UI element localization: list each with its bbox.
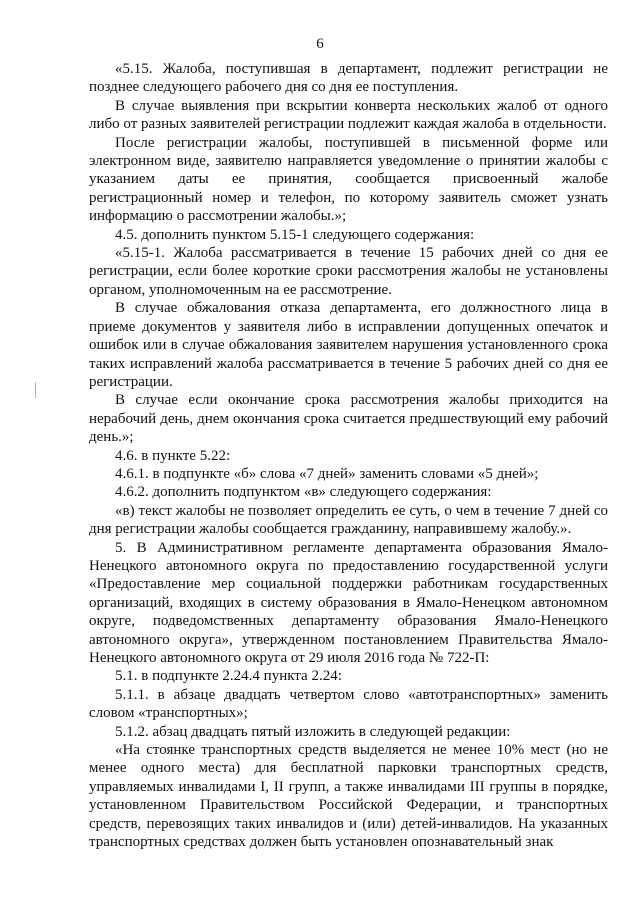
paragraph-5-1-1: 5.1.1. в абзаце двадцать четвертом слово «автотранспортных» заменить словом «транспортных»; — [89, 686, 608, 722]
paragraph-4-6-1: 4.6.1. в подпункте «б» слова «7 дней» заменить словами «5 дней»; — [115, 465, 539, 482]
paragraph-5-15-1: «5.15-1. Жалоба рассматривается в течение 15 рабочих дней со дня ее регистрации, если более короткие сроки рассмотрения жалобы не установлены органом, уполномоченным на ее рассмотрение. — [89, 245, 608, 298]
page-number: 6 — [316, 36, 324, 52]
scan-artifact — [35, 382, 36, 398]
paragraph-nonworking-day: В случае если окончание срока рассмотрения жалобы приходится на нерабочий день, днем окончания срока считается предшествующий ему рабочий день.»; — [89, 392, 608, 446]
paragraph-4-5: 4.5. дополнить пунктом 5.15-1 следующего содержания: — [115, 226, 475, 243]
paragraph-refusal-appeal: В случае обжалования отказа департамента, его должностного лица в приеме документов у заявителя либо в исправлении допущенных опечаток и ошибок или в случае обжалования заявителем нарушения установленного срока таких исправлений жалоба рассматривается в течение 5 рабочих дней со дня ее регистрации. — [89, 300, 608, 390]
paragraph-5-1-2: 5.1.2. абзац двадцать пятый изложить в следующей редакции: — [115, 723, 511, 740]
paragraph-5-1: 5.1. в подпункте 2.24.4 пункта 2.24: — [115, 668, 342, 685]
paragraph-4-6-2: 4.6.2. дополнить подпунктом «в» следующего содержания: — [115, 484, 492, 501]
paragraph-5-15: «5.15. Жалоба, поступившая в департамент, подлежит регистрации не позднее следующего рабочего дня со дня ее поступления. — [89, 61, 608, 96]
paragraph-registration-notice: После регистрации жалобы, поступившей в письменной форме или электронном виде, заявителю направляется уведомление о принятии жалобы с указанием даты ее принятия, сообщается присвоенный жалобе регистрационный номер и телефон, по которому заявитель сможет узнать информацию о рассмотрении жалобы.»; — [89, 134, 608, 225]
paragraph-parking: «На стоянке транспортных средств выделяется не менее 10% мест (но не менее одного места) для бесплатной парковки транспортных средств, управляемых инвалидами I, II групп, а также инвалидами III группы в порядке, установленном Правительством Российской Федерации, и транспортных средств, перевозящих таких инвалидов и (или) детей-инвалидов. На указанных транспортных средствах должен быть установлен опознавательный знак — [89, 742, 608, 851]
paragraph-5: 5. В Административном регламенте департамента образования Ямало-Ненецкого автономного округа по предоставлению государственной услуги «Предоставление мер социальной поддержки работникам государственных организаций, входящих в систему образования в Ямало-Ненецком автономном округе, подведомственных департаменту образования Ямало-Ненецкого автономного округа», утвержденном постановлением Правительства Ямало-Ненецкого автономного округа от 29 июля 2016 года № 722-П: — [89, 539, 608, 666]
document-body — [89, 60, 608, 851]
paragraph-subpoint-v: «в) текст жалобы не позволяет определить ее суть, о чем в течение 7 дней со дня регистрации жалобы сообщается гражданину, направившему жалобу.». — [89, 502, 608, 538]
paragraph-4-6: 4.6. в пункте 5.22: — [115, 447, 231, 464]
paragraph-several-complaints: В случае выявления при вскрытии конверта нескольких жалоб от одного либо от разных заявителей регистрации подлежит каждая жалоба в отдельности. — [89, 97, 608, 133]
